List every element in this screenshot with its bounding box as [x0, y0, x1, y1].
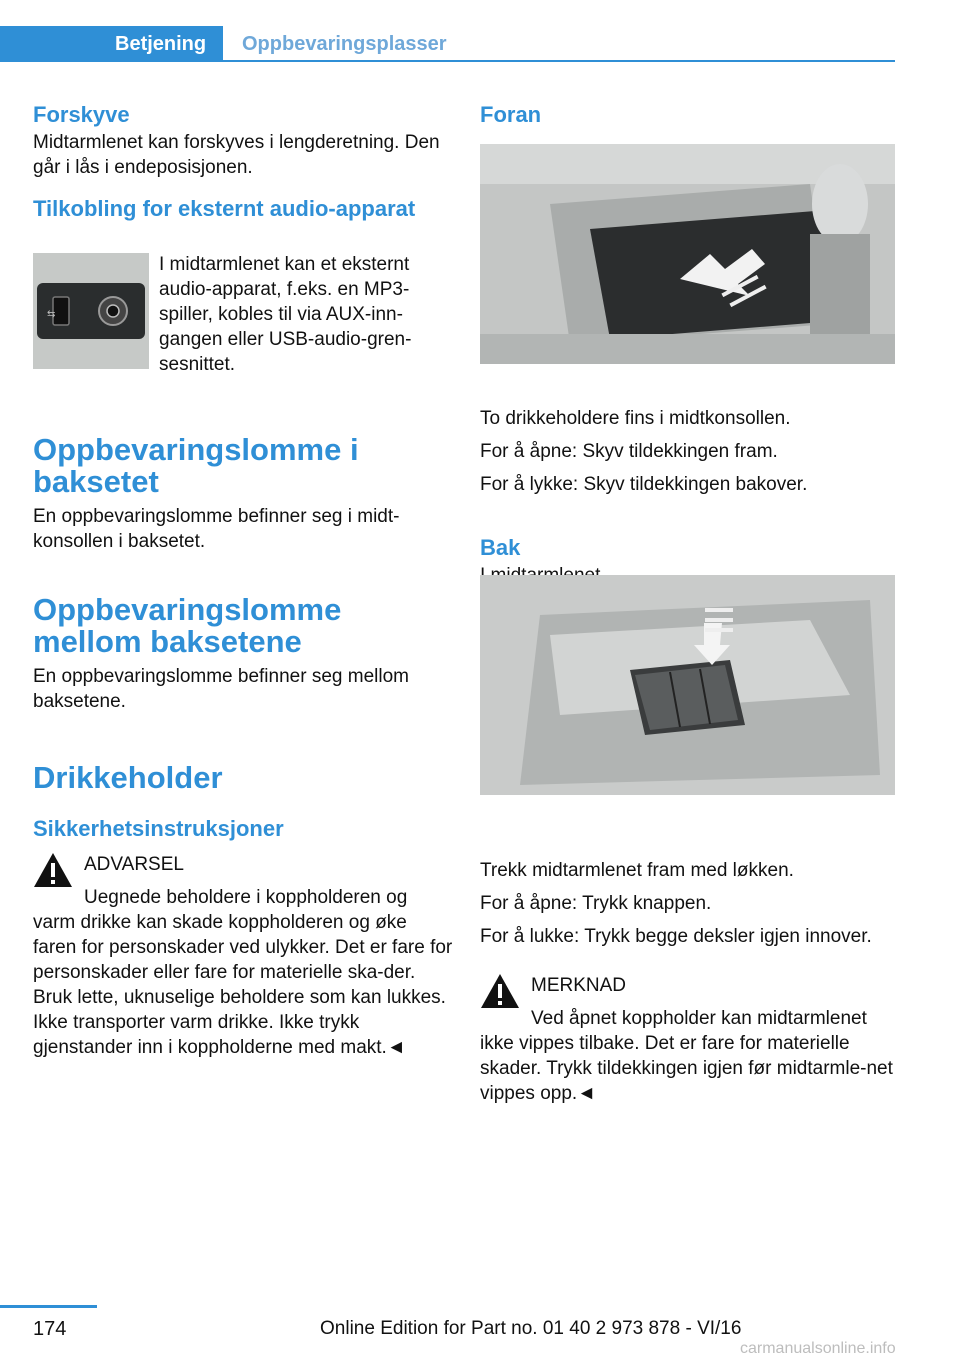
- note-label: MERKNAD: [531, 975, 627, 996]
- forskyve-text: Midtarmlenet kan forskyves i lengderetning. Den går i lås i endeposisjonen.: [33, 132, 440, 178]
- warning-block: [33, 852, 453, 1060]
- edition-text: Online Edition for Part no. 01 40 2 973 878 - VI/16: [320, 1318, 742, 1339]
- bak-text-4: For å lukke: Trykk begge deksler igjen innover.: [480, 926, 872, 947]
- audio-heading: Tilkobling for eksternt audio-apparat: [33, 196, 416, 221]
- rear-cupholder-image: [480, 575, 895, 795]
- bak-heading: Bak: [480, 535, 521, 560]
- usb-aux-port-image: [33, 253, 149, 369]
- note-text: Ved åpnet koppholder kan midtarmlenet ikke vippes tilbake. Det er fare for materielle skader. Trykk tildekkingen igjen før midtarmle‐net vippes opp.◄: [480, 1008, 893, 1104]
- pocket2-text: En oppbevaringslomme befinner seg mellom baksetene.: [33, 666, 409, 712]
- bak-text-3: For å åpne: Trykk knappen.: [480, 893, 712, 914]
- right-column: [480, 100, 898, 1106]
- watermark: carmanualsonline.info: [740, 1340, 896, 1357]
- tab-oppbevaringsplasser[interactable]: Oppbevaringsplasser: [242, 33, 447, 55]
- pocket-text: En oppbevaringslomme befinner seg i midt‐konsollen i baksetet.: [33, 506, 400, 552]
- bak-text-2: Trekk midtarmlenet fram med løkken.: [480, 860, 794, 881]
- left-column: [33, 100, 453, 1060]
- forskyve-heading: Forskyve: [33, 102, 130, 127]
- warning-icon: [480, 973, 520, 1009]
- warning-label: ADVARSEL: [84, 854, 184, 875]
- svg-text:⇆: ⇆: [47, 309, 56, 320]
- pocket2-heading: Oppbevaringslomme mellom baksetene: [33, 592, 342, 659]
- foran-text-1: To drikkeholdere fins i midtkonsollen.: [480, 408, 791, 429]
- footer-divider: [0, 1305, 97, 1308]
- pocket-heading: Oppbevaringslomme i baksetet: [33, 432, 359, 499]
- foran-text-2: For å åpne: Skyv tildekkingen fram.: [480, 441, 778, 462]
- audio-text: I midtarmlenet kan et eksternt audio-apparat, f.eks. en MP3-spiller, kobles til via AUX-inn‐gangen eller USB-audio-gren‐sesnittet.: [159, 254, 412, 375]
- drink-heading: Drikkeholder: [33, 760, 223, 795]
- page-number: 174: [33, 1318, 67, 1340]
- warning-text: Uegnede beholdere i koppholderen og varm drikke kan skade koppholderen og øke faren for personskader ved ulykker. Det er fare for personskader eller fare for materielle ska‐der. Bruk lette, uknuselige beholdere som kan lukkes. Ikke transporter varm drikke. Ikke trykk gjenstander inn i koppholderne med makt.◄: [33, 887, 453, 1058]
- warning-icon: [33, 852, 73, 888]
- front-cupholder-image: [480, 144, 895, 364]
- note-block: [480, 973, 898, 1106]
- header-bar: [0, 0, 895, 62]
- tab-betjening[interactable]: Betjening: [0, 26, 223, 62]
- foran-text-3: For å lykke: Skyv tildekkingen bakover.: [480, 474, 808, 495]
- header-divider: [0, 60, 895, 62]
- safety-heading: Sikkerhetsinstruksjoner: [33, 816, 284, 841]
- foran-heading: Foran: [480, 102, 542, 127]
